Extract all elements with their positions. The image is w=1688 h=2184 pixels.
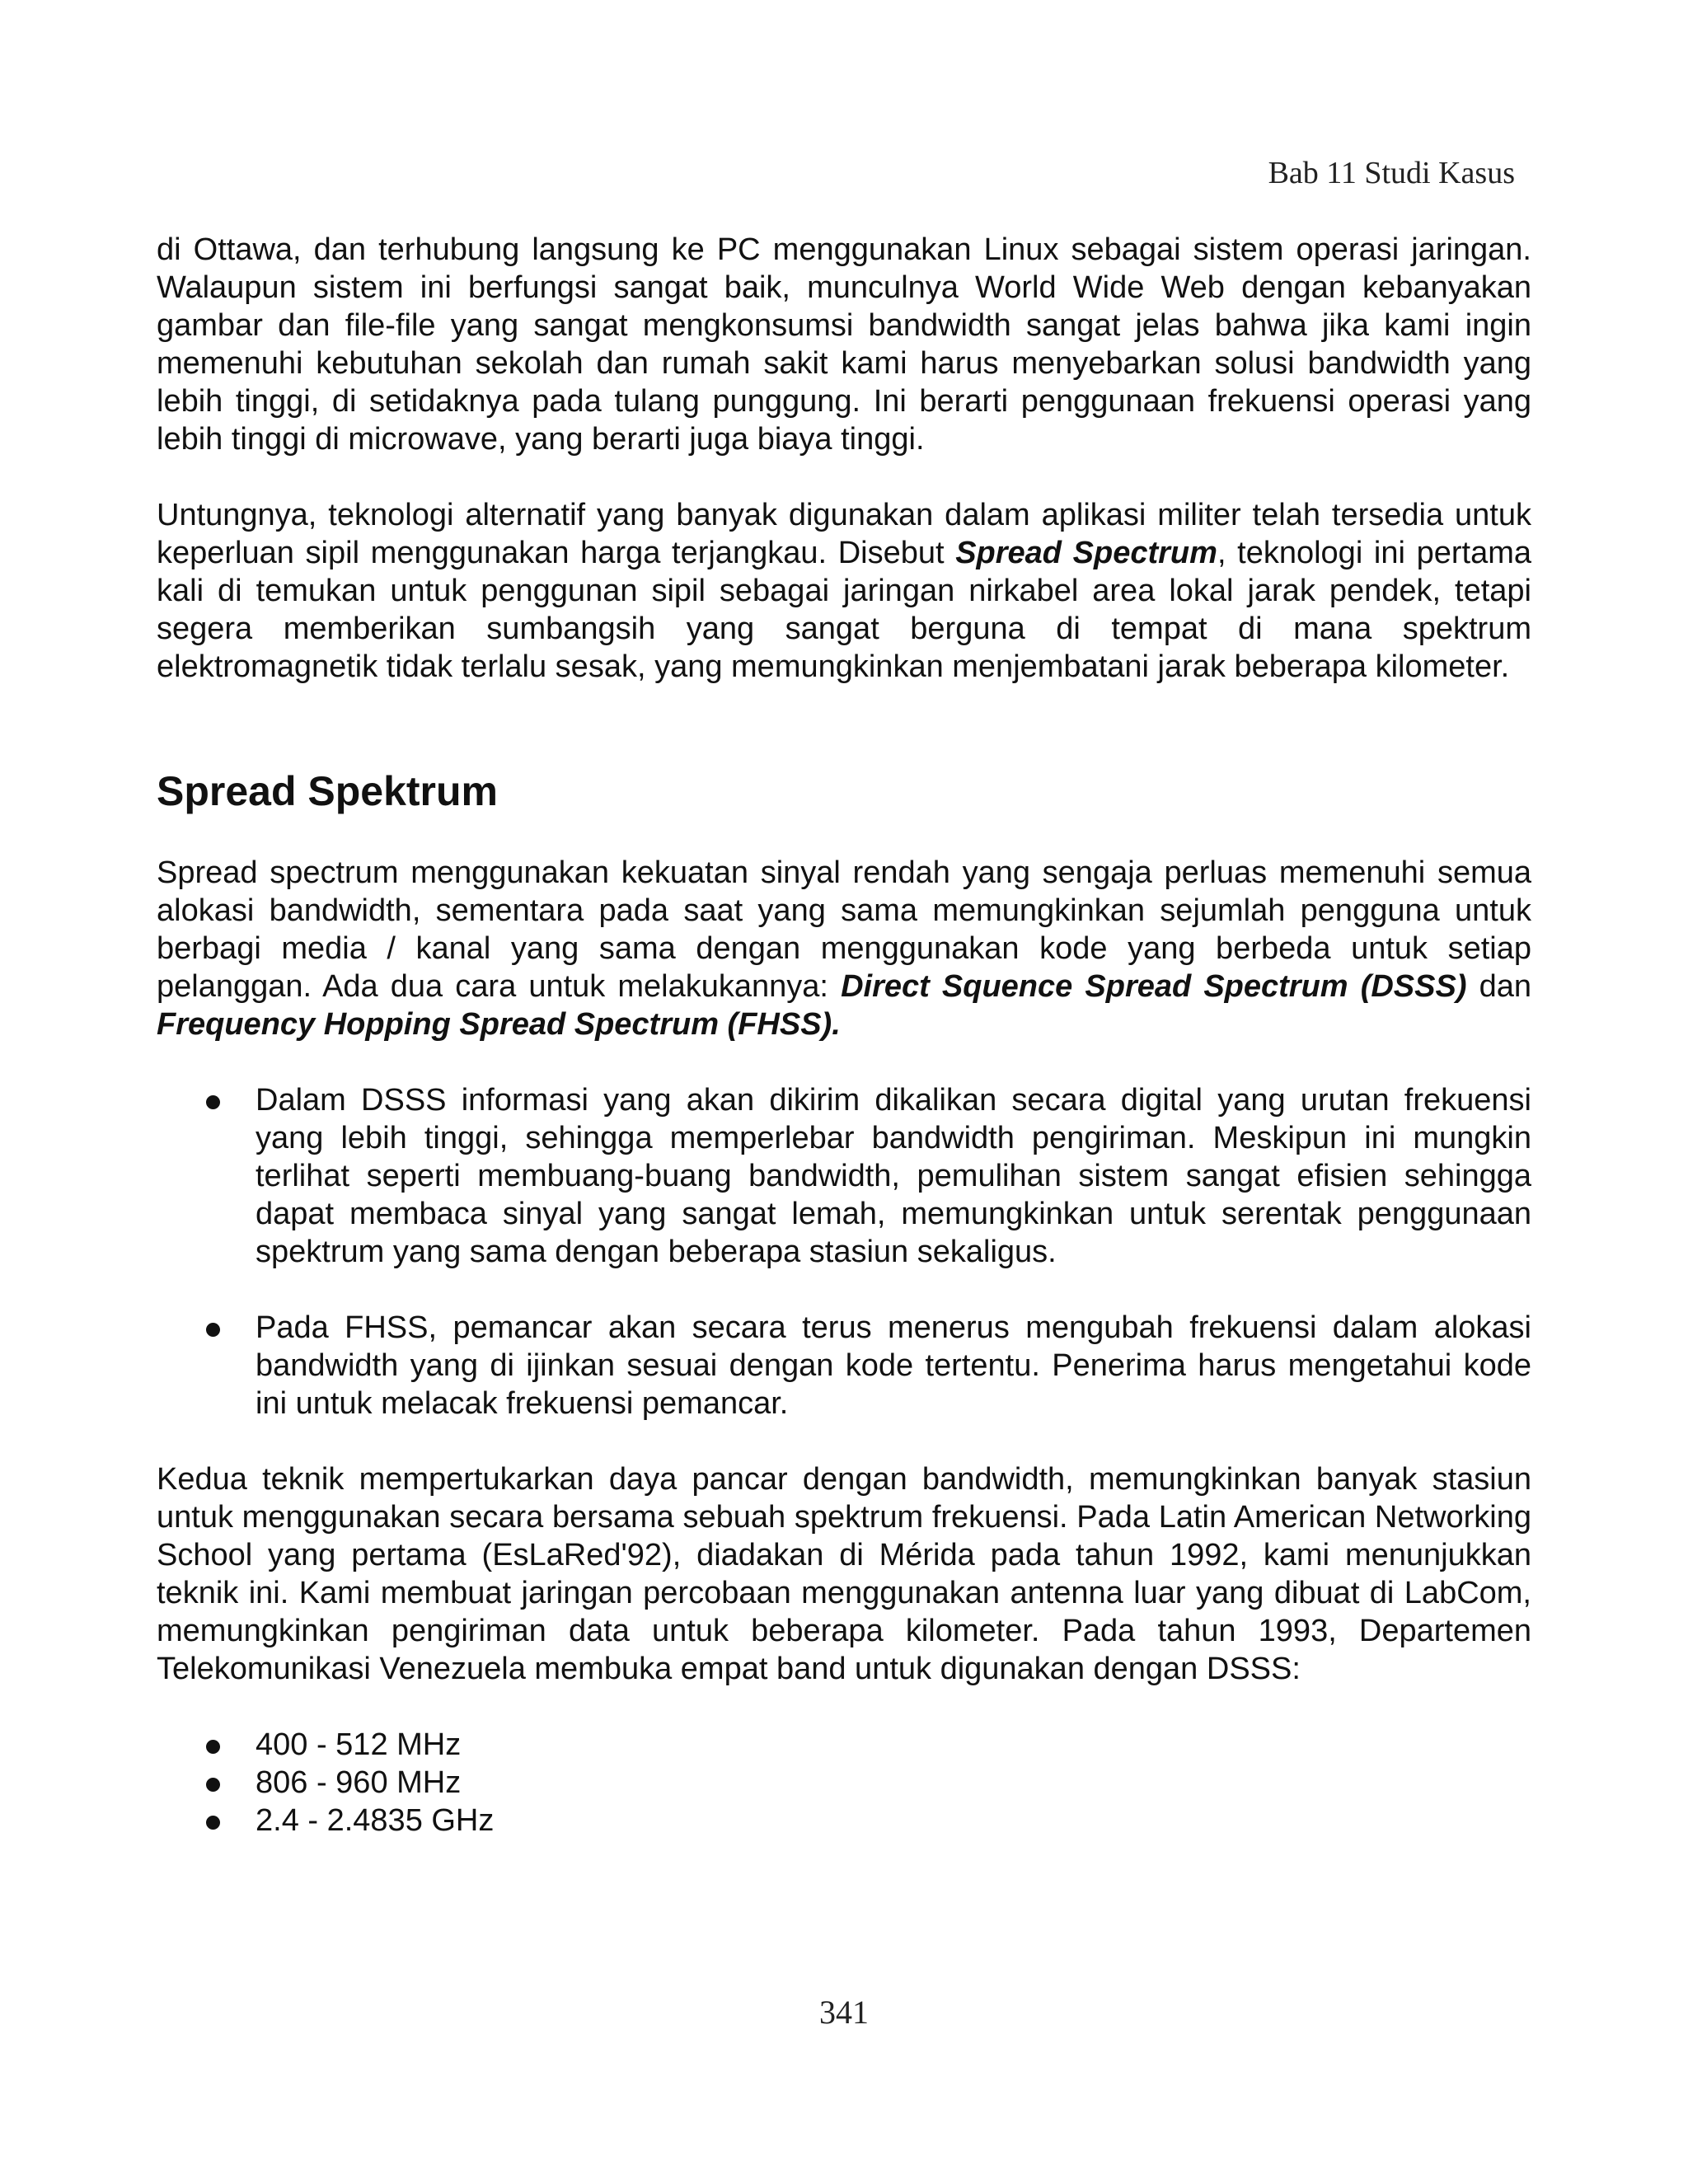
list-item-text: 806 - 960 MHz	[256, 1765, 462, 1800]
emphasis-fhss: Frequency Hopping Spread Spectrum (FHSS).	[157, 1007, 841, 1042]
paragraph-text: Spread spectrum menggunakan kekuatan sinyal rendah yang sengaja perluas memenuhi semua alokasi bandwidth, sementara pada saat yang sama memungkinkan sejumlah pengguna untuk berbagi media / kanal yang sama dengan menggunakan kode yang berbeda untuk setiap pelanggan. Ada dua cara untuk melakukannya:	[157, 855, 1531, 1004]
list-item-band	[157, 1726, 1531, 1764]
paragraph-text: , teknologi ini pertama kali di temukan untuk penggunan sipil sebagai jaringan nirkabel area lokal jarak pendek, tetapi segera memberikan sumbangsih yang sangat berguna di tempat di mana spektrum elektromagnetik tidak terlalu sesak, yang memungkinkan menjembatani jarak beberapa kilometer.	[157, 536, 1531, 684]
bullet-icon	[206, 1816, 220, 1830]
list-item-text: 2.4 - 2.4835 GHz	[256, 1803, 495, 1838]
page-number: 341	[819, 1994, 869, 2031]
paragraph-untungnya	[157, 496, 1531, 686]
paragraph-text: Untungnya, teknologi alternatif yang banyak digunakan dalam aplikasi militer telah tersedia untuk keperluan sipil menggunakan harga terjangkau. Disebut	[157, 498, 1531, 570]
bullet-icon	[206, 1740, 220, 1754]
list-item-text: 400 - 512 MHz	[256, 1727, 462, 1762]
bullet-icon	[206, 1323, 220, 1337]
list-item-text: Pada FHSS, pemancar akan secara terus menerus mengubah frekuensi dalam alokasi bandwidth yang di ijinkan sesuai dengan kode tertentu. Penerima harus mengetahui kode ini untuk melacak frekuensi pemancar.	[256, 1310, 1531, 1421]
list-item-dsss	[157, 1081, 1531, 1271]
list-item-band	[157, 1764, 1531, 1802]
emphasis-dsss: Direct Squence Spread Spectrum (DSSS)	[841, 969, 1467, 1004]
paragraph-text: dan	[1466, 969, 1531, 1004]
page-content	[157, 231, 1531, 1877]
paragraph-ottawa: di Ottawa, dan terhubung langsung ke PC menggunakan Linux sebagai sistem operasi jaringan. Walaupun sistem ini berfungsi sangat baik, munculnya World Wide Web dengan kebanyakan gambar dan file-file yang sangat mengkonsumsi bandwidth sangat jelas bahwa jika kami ingin memenuhi kebutuhan sekolah dan rumah sakit kami harus menyebarkan solusi bandwidth yang lebih tinggi, di setidaknya pada tulang punggung. Ini berarti penggunaan frekuensi operasi yang lebih tinggi di microwave, yang berarti juga biaya tinggi.	[157, 232, 1531, 457]
list-item-text: Dalam DSSS informasi yang akan dikirim dikalikan secara digital yang urutan frekuensi yang lebih tinggi, sehingga memperlebar bandwidth pengiriman. Meskipun ini mungkin terlihat seperti membuang-buang bandwidth, pemulihan sistem sangat efisien sehingga dapat membaca sinyal yang sangat lemah, memungkinkan untuk serentak penggunaan spektrum yang sama dengan beberapa stasiun sekaligus.	[256, 1083, 1531, 1269]
paragraph-spread-spectrum	[157, 854, 1531, 1043]
list-item-band	[157, 1802, 1531, 1840]
technique-list	[157, 1081, 1531, 1422]
paragraph-kedua-teknik: Kedua teknik mempertukarkan daya pancar dengan bandwidth, memungkinkan banyak stasiun untuk menggunakan secara bersama sebuah spektrum frekuensi. Pada Latin American Networking School yang pertama (EsLaRed'92), diadakan di Mérida pada tahun 1992, kami menunjukkan teknik ini. Kami membuat jaringan percobaan menggunakan antenna luar yang dibuat di LabCom, memungkinkan pengiriman data untuk beberapa kilometer. Pada tahun 1993, Departemen Telekomunikasi Venezuela membuka empat band untuk digunakan dengan DSSS:	[157, 1462, 1531, 1686]
emphasis-spread-spectrum: Spread Spectrum	[955, 536, 1217, 570]
section-heading: Spread Spektrum	[157, 768, 499, 814]
bullet-icon	[206, 1095, 220, 1109]
list-item-fhss	[157, 1309, 1531, 1422]
running-head: Bab 11 Studi Kasus	[1268, 156, 1515, 190]
bullet-icon	[206, 1778, 220, 1792]
band-list	[157, 1726, 1531, 1840]
